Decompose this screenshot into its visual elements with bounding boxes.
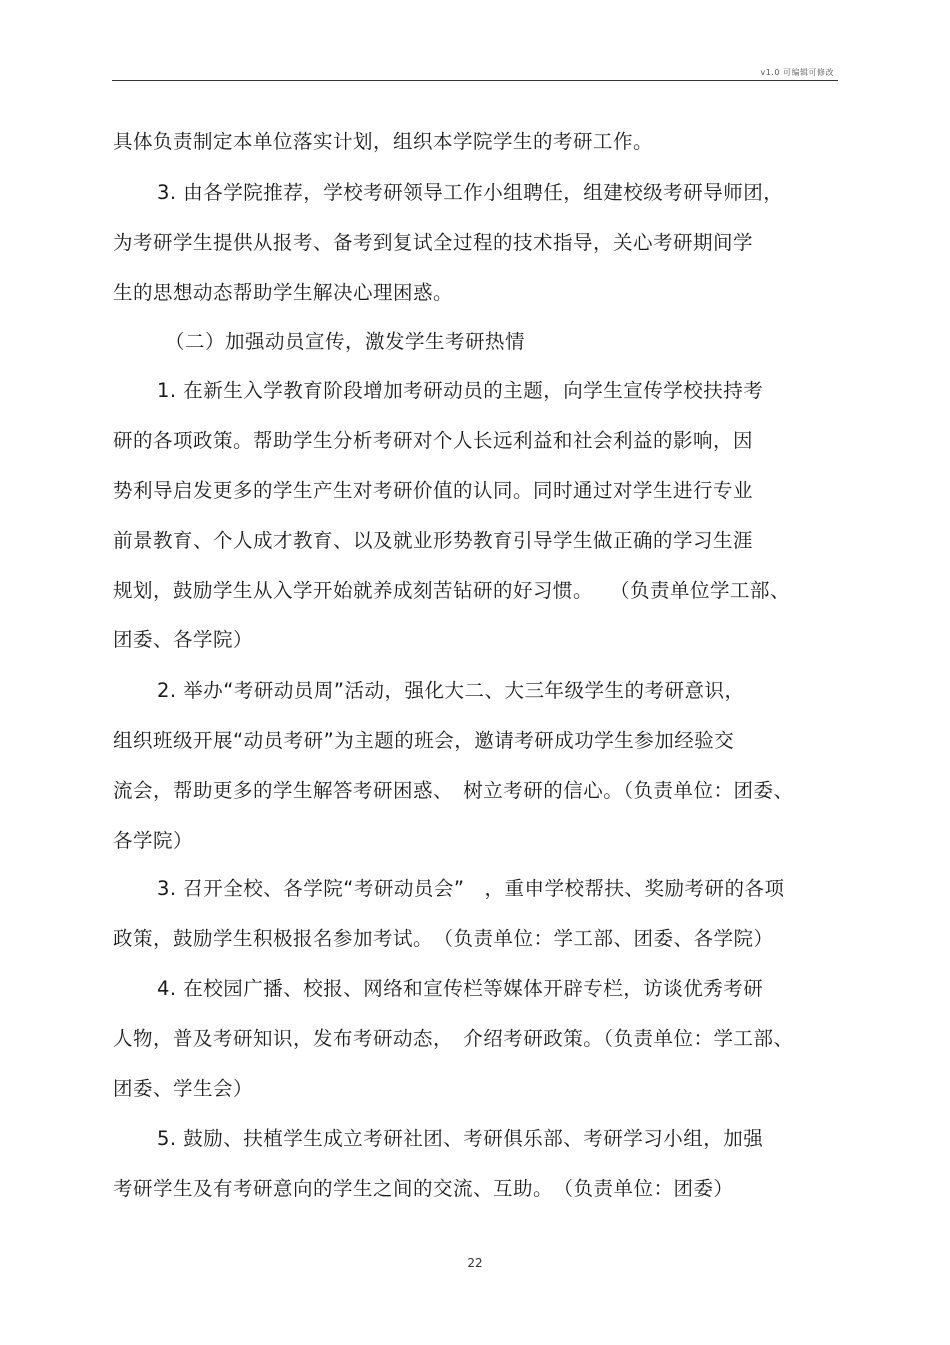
text-line: 政策，鼓励学生积极报名参加考试。 （负责单位：学工部、团委、各学院） xyxy=(113,927,774,950)
text-line: 具体负责制定本单位落实计划，组织本学院学生的考研工作。 xyxy=(113,130,654,153)
text-line: 5. 鼓励、扶植学生成立考研社团、考研俱乐部、考研学习小组，加强 xyxy=(157,1127,764,1150)
page-header xyxy=(112,60,838,81)
text-line: 流会，帮助更多的学生解答考研困惑、 树立考研的信心。（负责单位：团委、 xyxy=(113,779,794,802)
page-number: 22 xyxy=(467,1256,483,1270)
header-version-text: v1.0 可编辑可修改 xyxy=(760,68,834,77)
section-heading: （二）加强动员宣传，激发学生考研热情 xyxy=(165,330,526,353)
text-line: 组织班级开展“动员考研”为主题的班会，邀请考研成功学生参加经验交 xyxy=(113,729,735,752)
text-line: 规划，鼓励学生从入学开始就养成刻苦钻研的好习惯。 （负责单位学工部、 xyxy=(113,579,790,602)
text-line: 团委、学生会） xyxy=(113,1077,254,1100)
text-line: 2. 举办“考研动员周”活动，强化大二、大三年级学生的考研意识， xyxy=(157,679,745,702)
text-line: 生的思想动态帮助学生解决心理困惑。 xyxy=(113,281,454,304)
text-line: 4. 在校园广播、校报、网络和宣传栏等媒体开辟专栏，访谈优秀考研 xyxy=(157,977,764,1000)
text-line: 团委、各学院） xyxy=(113,628,254,651)
text-line: 势利导启发更多的学生产生对考研价值的认同。同时通过对学生进行专业 xyxy=(113,479,754,502)
text-line: 1. 在新生入学教育阶段增加考研动员的主题，向学生宣传学校扶持考 xyxy=(157,379,764,402)
text-line: 为考研学生提供从报考、备考到复试全过程的技术指导，关心考研期间学 xyxy=(113,231,754,254)
text-line: 人物，普及考研知识，发布考研动态， 介绍考研政策。（负责单位：学工部、 xyxy=(113,1027,794,1050)
text-line: 前景教育、个人成才教育、以及就业形势教育引导学生做正确的学习生涯 xyxy=(113,529,754,552)
text-line: 各学院） xyxy=(113,829,194,852)
text-line: 研的各项政策。帮助学生分析考研对个人长远利益和社会利益的影响，因 xyxy=(113,429,754,452)
text-line: 考研学生及有考研意向的学生之间的交流、互助。 （负责单位：团委） xyxy=(113,1177,734,1200)
text-line: 3. 召开全校、各学院“考研动员会” ，重申学校帮扶、奖励考研的各项 xyxy=(157,877,785,900)
text-line: 3. 由各学院推荐，学校考研领导工作小组聘任，组建校级考研导师团， xyxy=(157,181,784,204)
